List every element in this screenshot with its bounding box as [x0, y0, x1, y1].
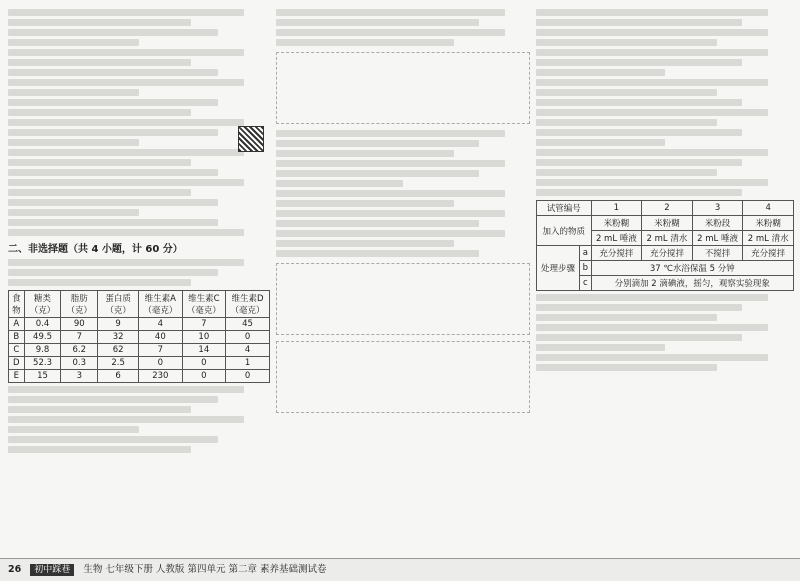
- text-placeholder: [276, 220, 479, 227]
- text-placeholder: [8, 39, 139, 46]
- text-placeholder: [276, 160, 505, 167]
- table-cell: 2 mL 清水: [642, 231, 693, 246]
- table-cell: 7: [182, 318, 226, 331]
- table-cell: 62: [98, 344, 139, 357]
- text-placeholder: [8, 69, 218, 76]
- text-placeholder: [276, 130, 505, 137]
- table-cell: 2.5: [98, 357, 139, 370]
- table-cell: 充分搅拌: [591, 246, 642, 261]
- text-placeholder: [8, 169, 218, 176]
- text-placeholder: [536, 89, 717, 96]
- text-placeholder: [8, 219, 218, 226]
- text-placeholder: [536, 99, 742, 106]
- text-placeholder: [8, 89, 139, 96]
- text-placeholder: [8, 199, 218, 206]
- table-cell: 0: [139, 357, 182, 370]
- chapter-label: 第二章: [228, 564, 258, 575]
- text-placeholder: [536, 149, 768, 156]
- text-placeholder: [536, 79, 768, 86]
- text-placeholder: [276, 230, 505, 237]
- table-header-cell: 蛋白质（克）: [98, 291, 139, 318]
- text-placeholder: [536, 9, 768, 16]
- text-placeholder: [536, 19, 742, 26]
- table-cell: 32: [98, 331, 139, 344]
- text-placeholder: [536, 139, 665, 146]
- table-header-cell: 糖类（克）: [24, 291, 61, 318]
- table-cell: 45: [226, 318, 270, 331]
- table-row: [9, 318, 270, 331]
- text-placeholder: [8, 129, 218, 136]
- table-header-row: [9, 291, 270, 318]
- table-cell: 充分搅拌: [743, 246, 794, 261]
- text-placeholder: [8, 9, 244, 16]
- table-header-cell: 食物: [9, 291, 25, 318]
- nutrition-table: [8, 290, 270, 383]
- qr-code-icon: [238, 126, 264, 152]
- text-placeholder: [276, 180, 403, 187]
- table-cell: 分别滴加 2 滴碘液，摇匀，观察实验现象: [591, 276, 793, 291]
- table-cell: 40: [139, 331, 182, 344]
- table-cell: 6: [98, 370, 139, 383]
- text-placeholder: [536, 354, 768, 361]
- text-placeholder: [276, 19, 479, 26]
- text-placeholder: [536, 324, 768, 331]
- text-placeholder: [8, 259, 244, 266]
- text-placeholder: [8, 99, 218, 106]
- table-cell: 充分搅拌: [642, 246, 693, 261]
- table-cell: a: [580, 246, 591, 261]
- text-placeholder: [536, 69, 665, 76]
- table-header-cell: 4: [743, 201, 794, 216]
- text-placeholder: [8, 229, 244, 236]
- table-cell: c: [580, 276, 591, 291]
- text-placeholder: [8, 179, 244, 186]
- left-column: [8, 6, 270, 555]
- text-placeholder: [276, 210, 505, 217]
- table-header-cell: 脂肪（克）: [61, 291, 98, 318]
- table-header-cell: 2: [642, 201, 693, 216]
- table-header-cell: 维生素D（毫克）: [226, 291, 270, 318]
- middle-column: [276, 6, 530, 555]
- text-placeholder: [536, 364, 717, 371]
- text-placeholder: [8, 396, 218, 403]
- table-row: [537, 246, 794, 261]
- table-cell: 7: [139, 344, 182, 357]
- text-placeholder: [8, 406, 191, 413]
- text-placeholder: [8, 416, 244, 423]
- text-placeholder: [8, 79, 244, 86]
- page-footer: [0, 558, 800, 581]
- table-cell: C: [9, 344, 25, 357]
- text-placeholder: [536, 29, 768, 36]
- text-placeholder: [8, 59, 191, 66]
- text-placeholder: [8, 49, 244, 56]
- table-cell: 15: [24, 370, 61, 383]
- table-cell: A: [9, 318, 25, 331]
- table-header-row: [537, 201, 794, 216]
- table-cell: 2 mL 清水: [743, 231, 794, 246]
- text-placeholder: [8, 436, 218, 443]
- table-cell: 230: [139, 370, 182, 383]
- text-placeholder: [536, 334, 742, 341]
- text-placeholder: [536, 344, 665, 351]
- text-placeholder: [536, 59, 742, 66]
- table-cell: 加入的物质: [537, 216, 592, 246]
- table-cell: 0: [182, 357, 226, 370]
- table-cell: 49.5: [24, 331, 61, 344]
- test-label: 素养基础测试卷: [260, 564, 327, 575]
- text-placeholder: [8, 279, 191, 286]
- table-cell: 6.2: [61, 344, 98, 357]
- table-cell: 处理步骤: [537, 246, 580, 291]
- text-placeholder: [8, 446, 191, 453]
- text-placeholder: [536, 119, 717, 126]
- food-pyramid-figure: [276, 341, 530, 413]
- text-placeholder: [8, 269, 218, 276]
- table-cell: 米粉段: [692, 216, 743, 231]
- table-cell: 3: [61, 370, 98, 383]
- text-placeholder: [276, 39, 454, 46]
- table-cell: 0: [182, 370, 226, 383]
- table-cell: 2 mL 唾液: [591, 231, 642, 246]
- text-placeholder: [536, 159, 742, 166]
- text-placeholder: [536, 304, 742, 311]
- table-cell: 米粉糊: [743, 216, 794, 231]
- text-placeholder: [276, 200, 454, 207]
- table-cell: B: [9, 331, 25, 344]
- text-placeholder: [536, 129, 742, 136]
- table-cell: 14: [182, 344, 226, 357]
- edition-label: 人教版: [155, 564, 185, 575]
- table-cell: 米粉糊: [591, 216, 642, 231]
- text-placeholder: [8, 139, 139, 146]
- table-cell: 2 mL 唾液: [692, 231, 743, 246]
- experiment-table: [536, 200, 794, 291]
- text-placeholder: [276, 170, 479, 177]
- text-placeholder: [276, 240, 454, 247]
- table-cell: 1: [226, 357, 270, 370]
- table-cell: 米粉糊: [642, 216, 693, 231]
- text-placeholder: [536, 109, 768, 116]
- grade-label: 七年级下册: [105, 564, 153, 575]
- text-placeholder: [8, 29, 218, 36]
- table-cell: 0.3: [61, 357, 98, 370]
- table-row: [9, 357, 270, 370]
- table-cell: 7: [61, 331, 98, 344]
- text-placeholder: [276, 29, 505, 36]
- text-placeholder: [276, 250, 479, 257]
- text-placeholder: [8, 149, 244, 156]
- text-placeholder: [8, 386, 244, 393]
- text-placeholder: [8, 119, 244, 126]
- table-cell: E: [9, 370, 25, 383]
- unit-label: 第四单元: [187, 564, 226, 575]
- table-cell: 9.8: [24, 344, 61, 357]
- text-placeholder: [8, 209, 139, 216]
- text-placeholder: [536, 39, 717, 46]
- text-placeholder: [536, 314, 717, 321]
- right-column: [536, 6, 794, 555]
- table-cell: 9: [98, 318, 139, 331]
- text-placeholder: [8, 189, 191, 196]
- brand-label: 初中踩巷: [30, 564, 74, 576]
- table-header-cell: 维生素A（毫克）: [139, 291, 182, 318]
- table-cell: 不搅拌: [692, 246, 743, 261]
- table-header-cell: 试管编号: [537, 201, 592, 216]
- page-number: 26: [8, 564, 22, 575]
- table-cell: 37 ℃水浴保温 5 分钟: [591, 261, 793, 276]
- text-placeholder: [276, 140, 479, 147]
- text-placeholder: [8, 426, 139, 433]
- text-placeholder: [8, 159, 191, 166]
- table-cell: 90: [61, 318, 98, 331]
- table-cell: 52.3: [24, 357, 61, 370]
- text-placeholder: [536, 179, 768, 186]
- table-cell: 0: [226, 331, 270, 344]
- pie-charts-figure: [276, 263, 530, 335]
- text-placeholder: [276, 190, 505, 197]
- text-placeholder: [536, 49, 768, 56]
- table-cell: 4: [139, 318, 182, 331]
- table-row: [9, 331, 270, 344]
- table-row: [9, 344, 270, 357]
- table-header-cell: 维生素C（毫克）: [182, 291, 226, 318]
- table-cell: b: [580, 261, 591, 276]
- table-header-cell: 3: [692, 201, 743, 216]
- table-cell: D: [9, 357, 25, 370]
- text-placeholder: [8, 19, 191, 26]
- digestive-system-figure: [276, 52, 530, 124]
- text-placeholder: [276, 150, 454, 157]
- text-placeholder: [276, 9, 505, 16]
- text-placeholder: [536, 189, 742, 196]
- text-placeholder: [8, 109, 191, 116]
- table-row: [9, 370, 270, 383]
- table-cell: 0.4: [24, 318, 61, 331]
- table-cell: 10: [182, 331, 226, 344]
- text-placeholder: [536, 294, 768, 301]
- table-row: [537, 216, 794, 231]
- subject-label: 生物: [83, 564, 103, 575]
- table-header-cell: 1: [591, 201, 642, 216]
- table-cell: 0: [226, 370, 270, 383]
- section-title: 二、非选择题（共 4 小题，计 60 分）: [8, 244, 183, 255]
- table-cell: 4: [226, 344, 270, 357]
- text-placeholder: [536, 169, 717, 176]
